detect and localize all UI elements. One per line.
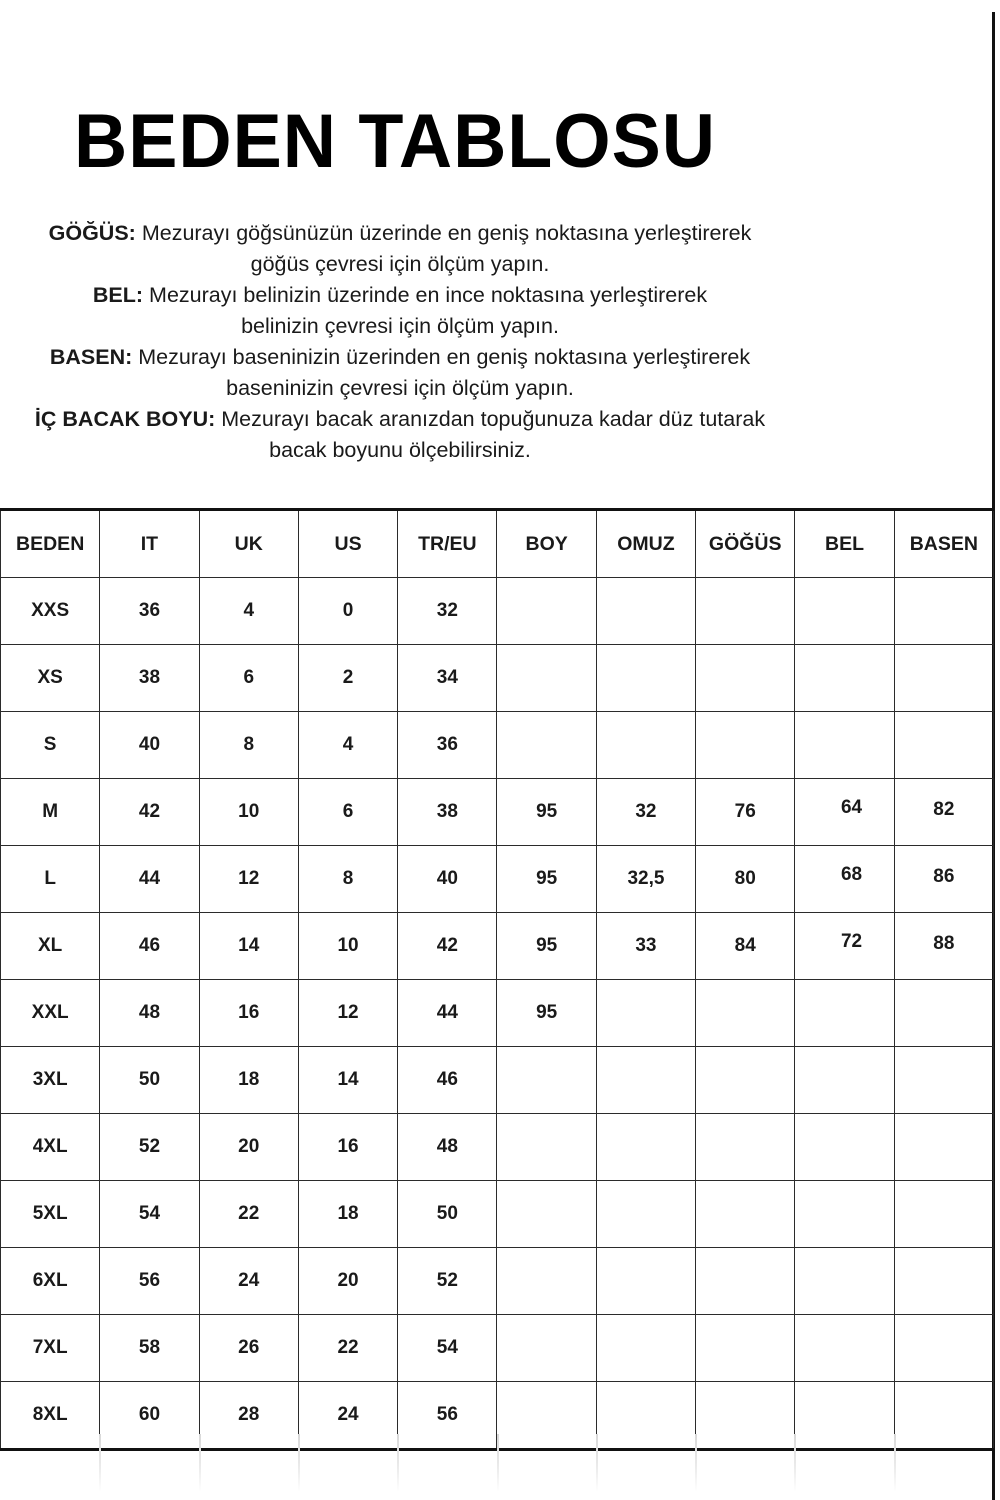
cell-uk: 10 (199, 779, 298, 846)
cell-g-s (696, 712, 795, 779)
cell-bel (795, 1114, 894, 1181)
cell-boy: 95 (497, 779, 596, 846)
cell-boy (497, 578, 596, 645)
column-header-basen: BASEN (894, 510, 993, 578)
column-header-it: IT (100, 510, 199, 578)
cell-omuz (596, 980, 695, 1047)
table-row (1, 1181, 994, 1248)
column-divider (794, 1434, 796, 1492)
column-divider (99, 1434, 101, 1492)
cell-basen (894, 1315, 993, 1382)
cell-basen (894, 578, 993, 645)
cell-basen (894, 1248, 993, 1315)
instruction-label: BEL: (92, 283, 144, 307)
cell-bel: 72 (795, 913, 894, 980)
instruction-text-line2: bacak boyunu ölçebilirsiniz. (269, 438, 531, 462)
page-title: BEDEN TABLOSU (74, 99, 716, 184)
instruction-label: BASEN: (49, 345, 133, 369)
cell-it: 56 (100, 1248, 199, 1315)
cell-boy (497, 1315, 596, 1382)
cell-size-label: 6XL (1, 1248, 100, 1315)
measuring-instructions (0, 218, 800, 466)
table-row (1, 712, 994, 779)
size-chart-table (0, 508, 994, 1451)
cell-us: 10 (298, 913, 397, 980)
cell-us: 18 (298, 1181, 397, 1248)
cell-it: 46 (100, 913, 199, 980)
column-header-g-s: GÖĞÜS (696, 510, 795, 578)
cell-basen (894, 1114, 993, 1181)
cell-size-label: 3XL (1, 1047, 100, 1114)
cell-us: 6 (298, 779, 397, 846)
cell-uk: 22 (199, 1181, 298, 1248)
column-divider (596, 1434, 598, 1492)
column-divider (298, 1434, 300, 1492)
cell-size-label: XL (1, 913, 100, 980)
cell-bel (795, 1315, 894, 1382)
cell-uk: 18 (199, 1047, 298, 1114)
cell-bel (795, 578, 894, 645)
cell-boy (497, 712, 596, 779)
cell-uk: 28 (199, 1382, 298, 1450)
cell-g-s: 84 (696, 913, 795, 980)
cell-us: 16 (298, 1114, 397, 1181)
cell-g-s: 76 (696, 779, 795, 846)
cell-us: 22 (298, 1315, 397, 1382)
cell-us: 0 (298, 578, 397, 645)
cell-tr-eu: 54 (398, 1315, 497, 1382)
cell-size-label: 5XL (1, 1181, 100, 1248)
cell-size-label: L (1, 846, 100, 913)
cell-boy: 95 (497, 846, 596, 913)
cell-size-label: XXL (1, 980, 100, 1047)
cell-size-label: 7XL (1, 1315, 100, 1382)
cell-bel (795, 980, 894, 1047)
column-header-omuz: OMUZ (596, 510, 695, 578)
column-divider (894, 1434, 896, 1492)
cell-us: 8 (298, 846, 397, 913)
table-row (1, 645, 994, 712)
cell-g-s (696, 1047, 795, 1114)
cell-uk: 24 (199, 1248, 298, 1315)
column-header-tr-eu: TR/EU (398, 510, 497, 578)
table-trailing-row (0, 1434, 993, 1500)
instruction-gogus (0, 218, 800, 280)
instruction-text-line2: baseninizin çevresi için ölçüm yapın. (226, 376, 574, 400)
instruction-text-line2: belinizin çevresi için ölçüm yapın. (241, 314, 559, 338)
table-row (1, 1047, 994, 1114)
cell-g-s (696, 1315, 795, 1382)
cell-it: 40 (100, 712, 199, 779)
table-row (1, 578, 994, 645)
cell-size-label: XXS (1, 578, 100, 645)
cell-uk: 4 (199, 578, 298, 645)
cell-boy (497, 645, 596, 712)
cell-uk: 8 (199, 712, 298, 779)
cell-size-label: 4XL (1, 1114, 100, 1181)
cell-basen (894, 712, 993, 779)
cell-omuz (596, 1315, 695, 1382)
instruction-text-line2: göğüs çevresi için ölçüm yapın. (250, 252, 550, 276)
cell-uk: 26 (199, 1315, 298, 1382)
cell-tr-eu: 50 (398, 1181, 497, 1248)
cell-omuz: 33 (596, 913, 695, 980)
cell-us: 14 (298, 1047, 397, 1114)
cell-basen (894, 645, 993, 712)
table-row (1, 846, 994, 913)
table-row (1, 913, 994, 980)
cell-it: 58 (100, 1315, 199, 1382)
cell-boy (497, 1047, 596, 1114)
cell-g-s (696, 578, 795, 645)
cell-g-s (696, 1114, 795, 1181)
cell-tr-eu: 52 (398, 1248, 497, 1315)
cell-omuz (596, 1047, 695, 1114)
cell-us: 4 (298, 712, 397, 779)
cell-bel: 68 (795, 846, 894, 913)
cell-tr-eu: 36 (398, 712, 497, 779)
table-row (1, 980, 994, 1047)
cell-basen (894, 1047, 993, 1114)
cell-uk: 14 (199, 913, 298, 980)
cell-uk: 20 (199, 1114, 298, 1181)
table-row (1, 1114, 994, 1181)
cell-basen: 86 (894, 846, 993, 913)
column-header-us: US (298, 510, 397, 578)
cell-g-s (696, 1248, 795, 1315)
cell-boy (497, 1181, 596, 1248)
cell-it: 42 (100, 779, 199, 846)
cell-omuz (596, 712, 695, 779)
cell-it: 36 (100, 578, 199, 645)
cell-it: 60 (100, 1382, 199, 1450)
cell-tr-eu: 46 (398, 1047, 497, 1114)
instruction-text-line1: Mezurayı göğsünüzün üzerinde en geniş noktasına yerleştirerek (141, 221, 752, 245)
cell-it: 50 (100, 1047, 199, 1114)
cell-tr-eu: 38 (398, 779, 497, 846)
cell-us: 12 (298, 980, 397, 1047)
cell-bel (795, 645, 894, 712)
instruction-text-line1: Mezurayı belinizin üzerinde en ince noktasına yerleştirerek (149, 283, 708, 307)
cell-tr-eu: 42 (398, 913, 497, 980)
cell-basen (894, 1181, 993, 1248)
instruction-ic-bacak-boyu (0, 404, 800, 466)
instruction-text-line1: Mezurayı baseninizin üzerinden en geniş noktasına yerleştirerek (138, 345, 751, 369)
column-divider (199, 1434, 201, 1492)
cell-uk: 16 (199, 980, 298, 1047)
cell-it: 48 (100, 980, 199, 1047)
cell-g-s (696, 1181, 795, 1248)
cell-us: 2 (298, 645, 397, 712)
cell-omuz (596, 1114, 695, 1181)
cell-tr-eu: 32 (398, 578, 497, 645)
instruction-basen (0, 342, 800, 404)
cell-omuz (596, 1248, 695, 1315)
cell-tr-eu: 40 (398, 846, 497, 913)
instruction-label: İÇ BACAK BOYU: (34, 407, 216, 431)
cell-omuz (596, 645, 695, 712)
cell-tr-eu: 44 (398, 980, 497, 1047)
cell-basen (894, 980, 993, 1047)
column-header-uk: UK (199, 510, 298, 578)
instruction-text-line1: Mezurayı bacak aranızdan topuğunuza kadar düz tutarak (221, 407, 766, 431)
cell-bel (795, 712, 894, 779)
cell-bel (795, 1181, 894, 1248)
table-row (1, 1315, 994, 1382)
cell-size-label: XS (1, 645, 100, 712)
table-row (1, 779, 994, 846)
column-divider (695, 1434, 697, 1492)
instruction-bel (0, 280, 800, 342)
cell-it: 52 (100, 1114, 199, 1181)
cell-basen: 82 (894, 779, 993, 846)
cell-omuz: 32,5 (596, 846, 695, 913)
cell-it: 44 (100, 846, 199, 913)
table-body (1, 578, 994, 1450)
cell-boy (497, 1248, 596, 1315)
cell-tr-eu: 56 (398, 1382, 497, 1450)
cell-boy: 95 (497, 980, 596, 1047)
cell-omuz (596, 578, 695, 645)
cell-omuz: 32 (596, 779, 695, 846)
cell-us: 20 (298, 1248, 397, 1315)
instruction-label: GÖĞÜS: (48, 221, 136, 245)
column-header-boy: BOY (497, 510, 596, 578)
column-header-beden: BEDEN (1, 510, 100, 578)
cell-tr-eu: 34 (398, 645, 497, 712)
cell-basen: 88 (894, 913, 993, 980)
cell-tr-eu: 48 (398, 1114, 497, 1181)
cell-bel: 64 (795, 779, 894, 846)
column-divider (397, 1434, 399, 1492)
cell-size-label: 8XL (1, 1382, 100, 1450)
cell-boy (497, 1114, 596, 1181)
cell-size-label: S (1, 712, 100, 779)
cell-it: 38 (100, 645, 199, 712)
table-row (1, 1248, 994, 1315)
cell-g-s: 80 (696, 846, 795, 913)
column-header-bel: BEL (795, 510, 894, 578)
cell-g-s (696, 645, 795, 712)
cell-bel (795, 1047, 894, 1114)
column-divider (497, 1434, 499, 1492)
cell-g-s (696, 980, 795, 1047)
cell-omuz (596, 1181, 695, 1248)
cell-uk: 12 (199, 846, 298, 913)
cell-boy: 95 (497, 913, 596, 980)
table-header-row (1, 510, 994, 578)
cell-size-label: M (1, 779, 100, 846)
cell-bel (795, 1248, 894, 1315)
cell-us: 24 (298, 1382, 397, 1450)
cell-it: 54 (100, 1181, 199, 1248)
cell-uk: 6 (199, 645, 298, 712)
